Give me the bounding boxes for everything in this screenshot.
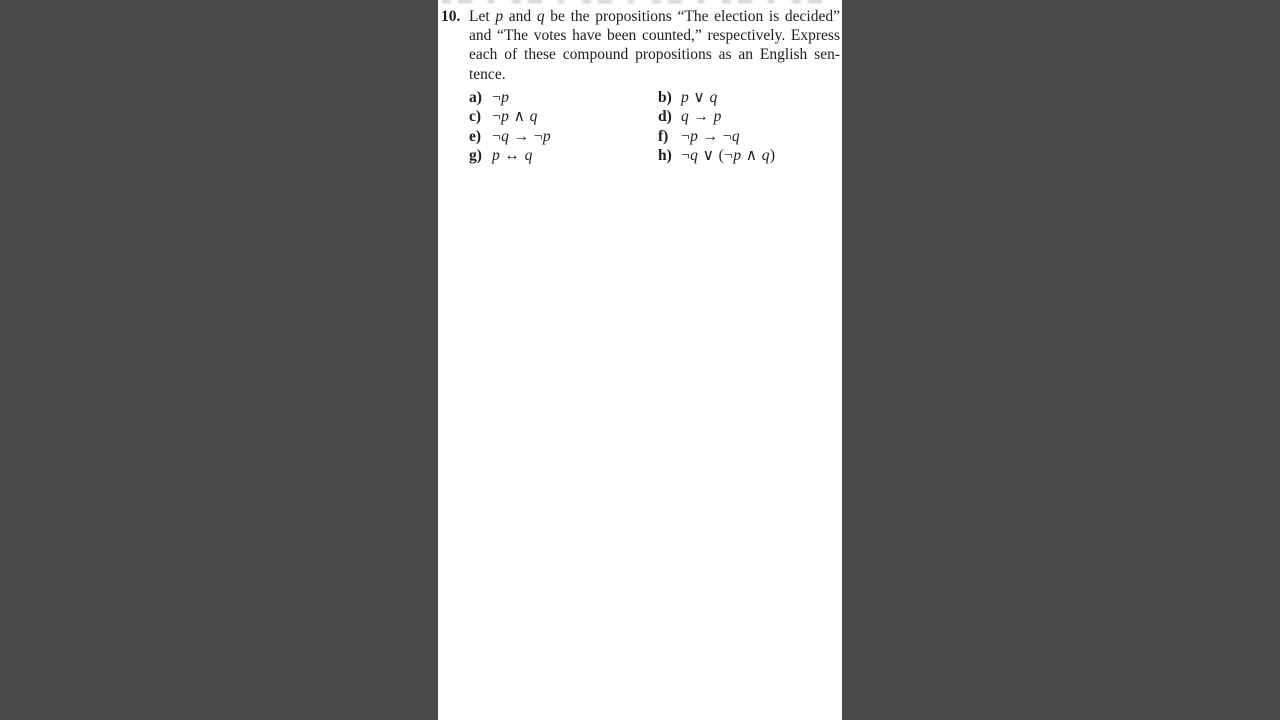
exercise-item-e (469, 127, 658, 146)
statement-line: each of these compound propositions as an English sen- (469, 46, 840, 64)
exercise-item-g (469, 146, 658, 165)
exercise-formula: ¬p (492, 89, 510, 106)
exercise-label: b) (658, 89, 672, 106)
exercise-label: d) (658, 108, 672, 126)
exercise-item-a (469, 88, 658, 107)
exercise-label: h) (658, 147, 672, 165)
exercise-formula: ¬q ∨ (¬p ∧ q) (681, 147, 776, 165)
exercise-formula: ¬p ∧ q (492, 108, 538, 126)
exercise-formula: ¬p → ¬q (681, 127, 741, 145)
exercise-formula: ¬q → ¬p (492, 127, 552, 145)
statement-line: tence. (469, 65, 506, 83)
exercise-item-h (658, 146, 829, 165)
cropped-text-remnant (442, 0, 838, 3)
exercise-item-b (658, 88, 829, 107)
exercise-label: a) (469, 89, 482, 106)
exercise-item-d (658, 107, 829, 126)
exercise-formula: q → p (681, 108, 722, 126)
problem-statement (469, 7, 840, 84)
left-letterbox (0, 0, 438, 720)
exercise-label: e) (469, 127, 482, 145)
exercise-formula: p ∨ q (681, 89, 718, 106)
document-page (438, 0, 842, 720)
right-letterbox (842, 0, 1280, 720)
exercise-label: f) (658, 127, 669, 145)
statement-line: Let p and q be the propositions “The election is decided” (469, 8, 840, 25)
exercise-item-f (658, 127, 829, 146)
exercise-label: c) (469, 108, 482, 126)
exercise-list (469, 88, 829, 166)
problem-number: 10. (441, 8, 461, 25)
statement-line: and “The votes have been counted,” respectively. Express (469, 27, 840, 45)
exercise-formula: p ↔ q (492, 147, 533, 165)
exercise-item-c (469, 107, 658, 126)
exercise-label: g) (469, 147, 482, 165)
